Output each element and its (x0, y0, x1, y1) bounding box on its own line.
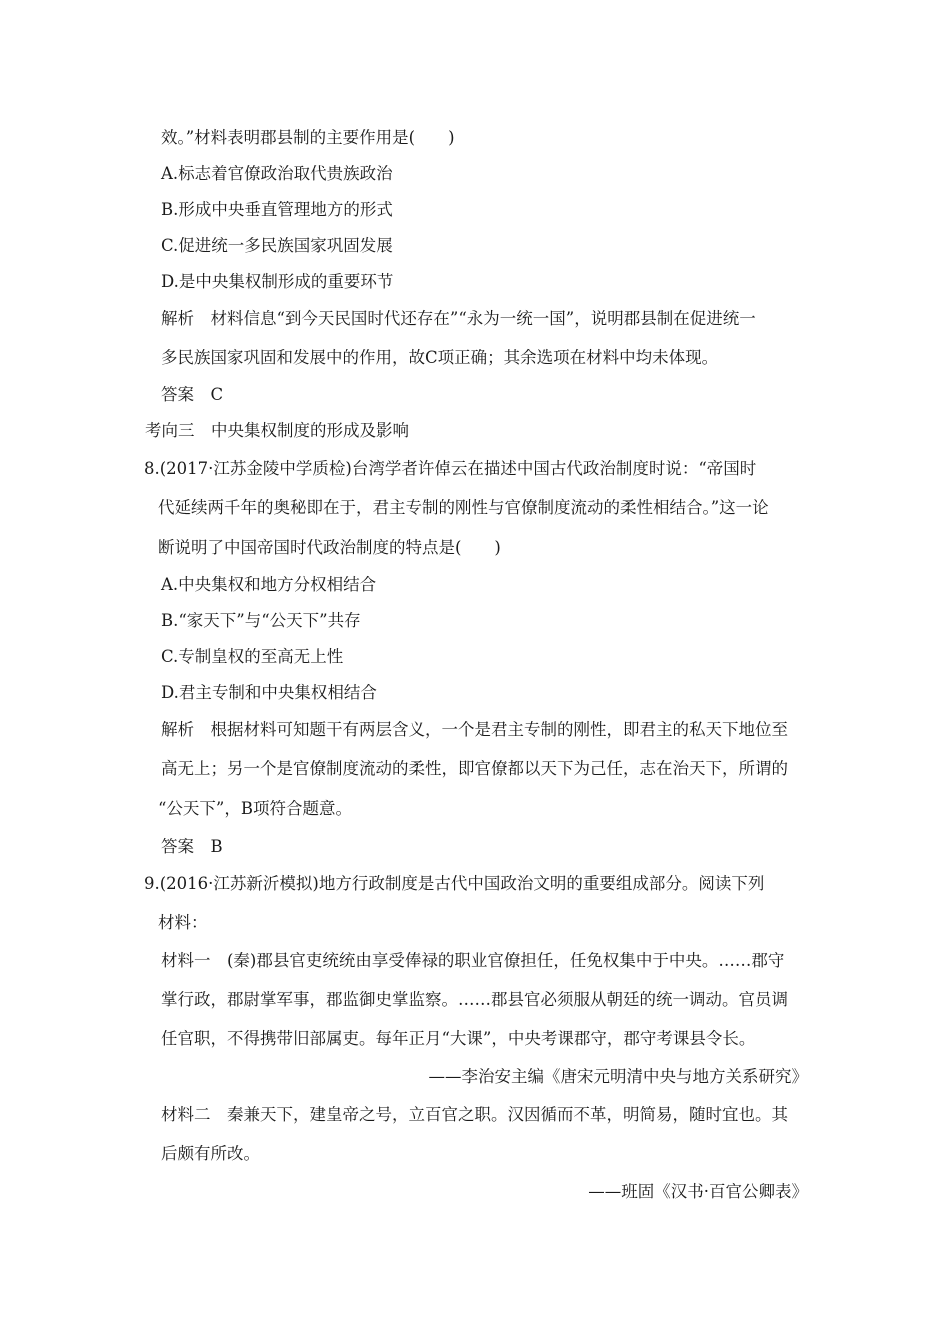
section-heading: 考向三 中央集权制度的形成及影响 (145, 421, 409, 440)
option-c: C.促进统一多民族国家巩固发展 (161, 236, 393, 255)
answer-label: 答案 B (161, 837, 223, 856)
question-8-line-1: 8.(2017·江苏金陵中学质检)台湾学者许倬云在描述中国古代政治制度时说：“帝国时 (144, 459, 757, 478)
option-c: C.专制皇权的至高无上性 (161, 647, 344, 666)
analysis-line-3: “公天下”，B项符合题意。 (158, 799, 352, 818)
question-7-stem-end: 效。”材料表明郡县制的主要作用是( ) (161, 128, 455, 147)
option-b: B.形成中央垂直管理地方的形式 (161, 200, 393, 219)
analysis-line-2: 高无上；另一个是官僚制度流动的柔性，即官僚都以天下为己任，志在治天下，所谓的 (161, 759, 788, 778)
analysis-line-1: 解析 根据材料可知题干有两层含义，一个是君主专制的刚性，即君主的私天下地位至 (161, 720, 788, 739)
material-1-line-2: 掌行政，郡尉掌军事，郡监御史掌监察。……郡县官必须服从朝廷的统一调动。官员调 (161, 990, 788, 1009)
answer-label: 答案 C (161, 385, 224, 404)
option-a: A.中央集权和地方分权相结合 (161, 575, 377, 594)
material-2-line-1: 材料二 秦兼天下，建皇帝之号，立百官之职。汉因循而不革，明简易，随时宜也。其 (161, 1105, 788, 1124)
option-d: D.君主专制和中央集权相结合 (161, 683, 377, 702)
analysis-line-2: 多民族国家巩固和发展中的作用，故C项正确；其余选项在材料中均未体现。 (161, 348, 719, 367)
question-9-line-1: 9.(2016·江苏新沂模拟)地方行政制度是古代中国政治文明的重要组成部分。阅读下列 (144, 874, 765, 893)
material-2-source: ——班固《汉书·百官公卿表》 (588, 1182, 808, 1201)
question-8-line-3: 断说明了中国帝国时代政治制度的特点是( ) (158, 538, 501, 557)
option-d: D.是中央集权制形成的重要环节 (161, 272, 394, 291)
material-2-line-2: 后颇有所改。 (161, 1144, 260, 1163)
option-a: A.标志着官僚政治取代贵族政治 (161, 164, 393, 183)
question-8-line-2: 代延续两千年的奥秘即在于，君主专制的刚性与官僚制度流动的柔性相结合。”这一论 (158, 498, 769, 517)
material-1-source: ——李治安主编《唐宋元明清中央与地方关系研究》 (428, 1067, 808, 1086)
analysis-line-1: 解析 材料信息“到今天民国时代还存在”“永为一统一国”，说明郡县制在促进统一 (161, 309, 756, 328)
option-b: B.“家天下”与“公天下”共存 (161, 611, 361, 630)
material-1-line-1: 材料一 (秦)郡县官吏统统由享受俸禄的职业官僚担任，任免权集中于中央。……郡守 (161, 951, 785, 970)
question-9-line-2: 材料： (158, 913, 208, 932)
material-1-line-3: 任官职，不得携带旧部属吏。每年正月“大课”，中央考课郡守，郡守考课县令长。 (161, 1029, 756, 1048)
